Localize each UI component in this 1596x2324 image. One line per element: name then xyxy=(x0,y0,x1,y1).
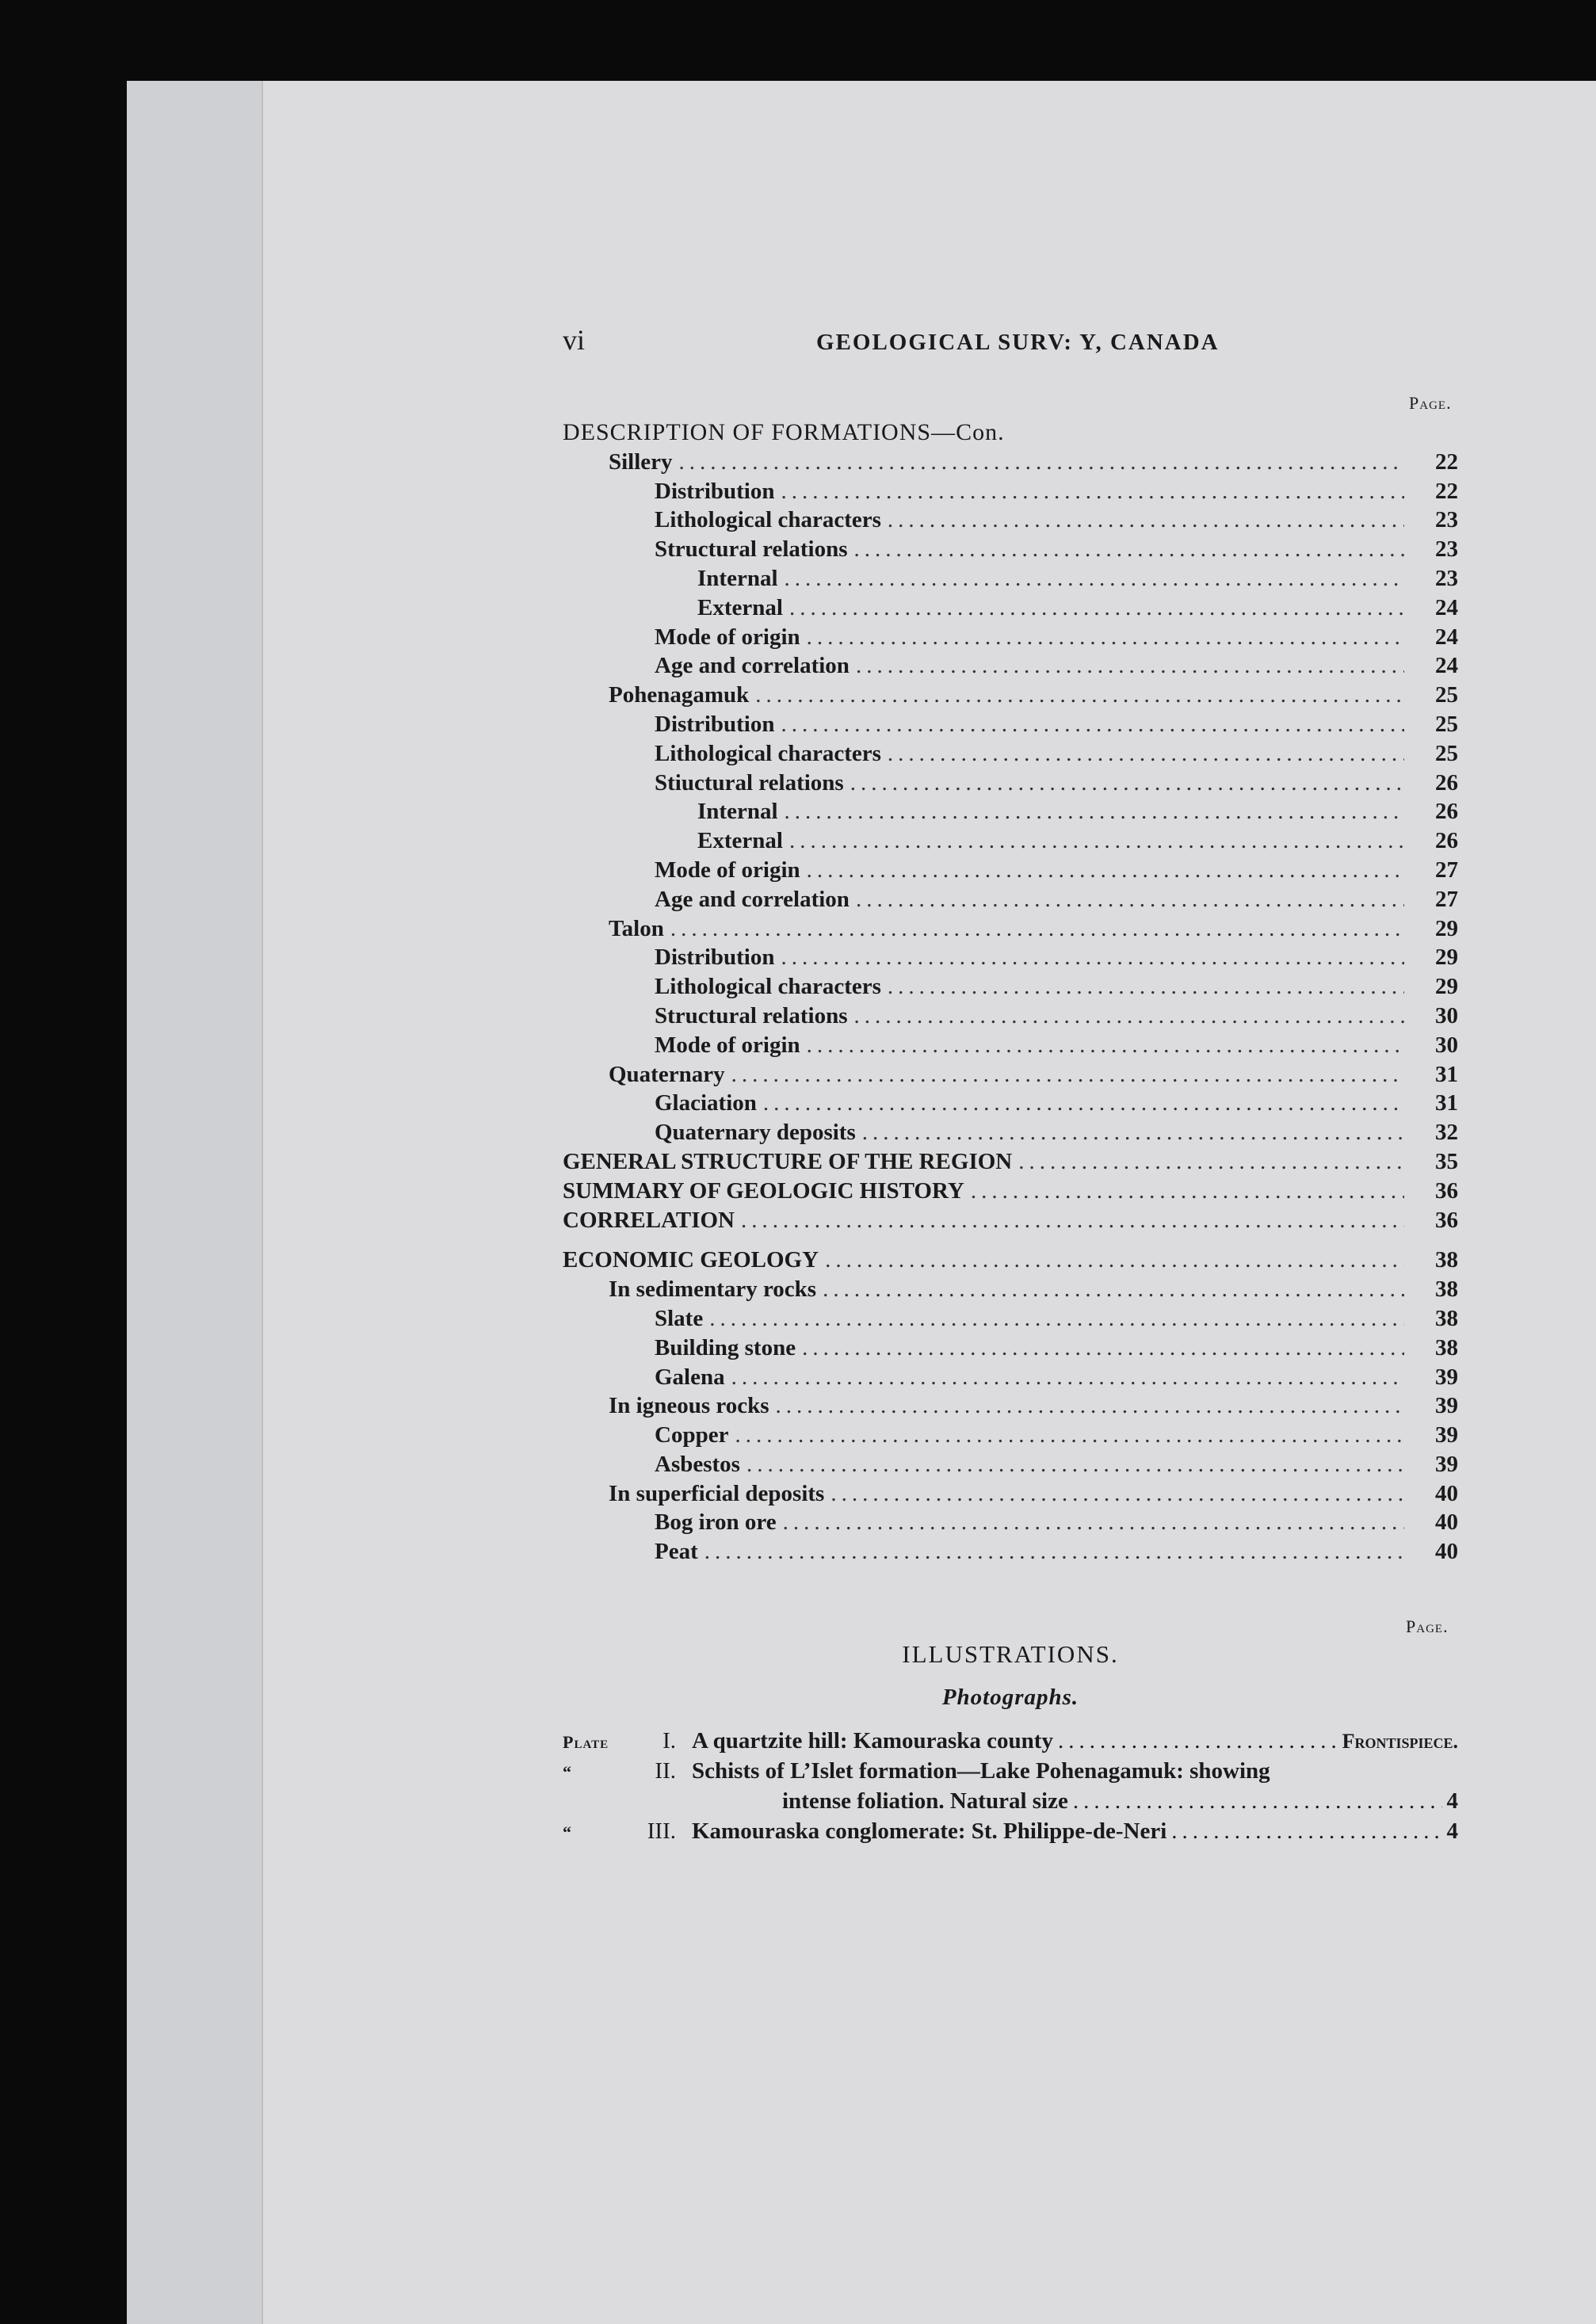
toc-entry-page: 22 xyxy=(1435,478,1458,504)
plate-page: 4 xyxy=(1446,1818,1458,1844)
dot-leader xyxy=(850,769,1404,798)
dot-leader xyxy=(670,914,1404,944)
toc-entry-page: 38 xyxy=(1435,1305,1458,1331)
dot-leader xyxy=(862,1118,1404,1147)
dot-leader xyxy=(741,1206,1404,1235)
plate-number: III. xyxy=(647,1818,676,1844)
plate-entry xyxy=(563,1786,1458,1816)
plate-tag: “ xyxy=(563,1762,572,1782)
dot-leader xyxy=(783,1508,1404,1537)
plate-description: Kamouraska conglomerate: St. Philippe-de-Neri xyxy=(692,1818,1167,1844)
dot-leader xyxy=(781,943,1404,972)
toc-entry-page: 40 xyxy=(1435,1509,1458,1536)
toc-entry xyxy=(563,418,1458,448)
toc-entry-page: 25 xyxy=(1435,711,1458,737)
toc-entry xyxy=(563,797,1458,826)
toc-entry-label: CORRELATION xyxy=(563,1207,735,1233)
toc-entry-label: External xyxy=(697,828,783,854)
toc-entry xyxy=(563,1118,1458,1147)
toc-entry xyxy=(563,1275,1458,1304)
running-title: GEOLOGICAL SURV: Y, CANADA xyxy=(816,330,1220,355)
toc-entry-label: Internal xyxy=(697,799,778,825)
page-edge-strip xyxy=(127,81,263,2324)
toc-entry xyxy=(563,1363,1458,1392)
toc-entry-label: Peat xyxy=(655,1539,698,1565)
toc-entry-label: Stiuctural relations xyxy=(655,769,844,796)
toc-entry-label: Building stone xyxy=(655,1334,796,1360)
toc-entry xyxy=(563,943,1458,972)
dot-leader xyxy=(1058,1726,1338,1756)
table-of-contents xyxy=(563,418,1458,1567)
toc-entry xyxy=(563,769,1458,798)
dot-leader xyxy=(781,477,1404,506)
toc-entry-label: External xyxy=(697,594,783,620)
dot-leader xyxy=(785,797,1405,826)
toc-entry xyxy=(563,1089,1458,1118)
dot-leader xyxy=(735,1421,1404,1450)
toc-entry-page: 23 xyxy=(1435,565,1458,591)
toc-entry xyxy=(563,623,1458,652)
dot-leader xyxy=(679,448,1404,477)
dot-leader xyxy=(746,1450,1404,1479)
toc-entry-label: In sedimentary rocks xyxy=(609,1276,817,1303)
toc-entry-page: 31 xyxy=(1435,1090,1458,1116)
toc-entry-page: 25 xyxy=(1435,682,1458,708)
dot-leader xyxy=(807,856,1404,885)
plate-entry xyxy=(563,1726,1458,1756)
dot-leader xyxy=(830,1479,1404,1509)
toc-entry xyxy=(563,651,1458,681)
dot-leader xyxy=(854,1002,1404,1031)
dot-leader xyxy=(789,593,1404,623)
dot-leader xyxy=(856,885,1404,914)
plate-tag: Plate xyxy=(563,1732,609,1752)
toc-entry-page: 23 xyxy=(1435,507,1458,533)
dot-leader xyxy=(776,1391,1404,1421)
plate-page: Frontispiece. xyxy=(1342,1730,1458,1753)
plate-description: intense foliation. Natural size xyxy=(782,1788,1068,1814)
dot-leader xyxy=(731,1060,1404,1089)
dot-leader xyxy=(755,681,1404,710)
toc-entry-label: Quaternary xyxy=(609,1061,725,1087)
plate-description: Schists of L’Islet formation—Lake Pohenagamuk: showing xyxy=(692,1758,1270,1784)
toc-entry-page: 38 xyxy=(1435,1334,1458,1360)
toc-entry-page: 23 xyxy=(1435,536,1458,563)
toc-entry-label: Copper xyxy=(655,1422,729,1448)
toc-entry xyxy=(563,1002,1458,1031)
toc-entry xyxy=(563,1450,1458,1479)
toc-entry-page: 30 xyxy=(1435,1002,1458,1028)
dot-leader xyxy=(888,506,1404,535)
toc-entry-label: Talon xyxy=(609,915,664,941)
toc-entry-page: 26 xyxy=(1435,769,1458,796)
dot-leader xyxy=(731,1363,1404,1392)
toc-entry xyxy=(563,1177,1458,1206)
toc-entry-label: In igneous rocks xyxy=(609,1393,769,1419)
toc-entry xyxy=(563,972,1458,1002)
toc-entry xyxy=(563,681,1458,710)
toc-entry-label: Distribution xyxy=(655,711,775,737)
toc-entry-page: 24 xyxy=(1435,594,1458,620)
illustrations-title: ILLUSTRATIONS. xyxy=(902,1640,1119,1668)
toc-entry-page: 26 xyxy=(1435,799,1458,825)
toc-entry xyxy=(563,535,1458,564)
toc-entry-label: Lithological characters xyxy=(655,507,881,533)
toc-gap xyxy=(563,1235,1458,1246)
toc-entry xyxy=(563,826,1458,856)
toc-entry xyxy=(563,1206,1458,1235)
toc-entry-page: 25 xyxy=(1435,740,1458,766)
toc-entry-page: 22 xyxy=(1435,448,1458,475)
toc-entry-page: 27 xyxy=(1435,886,1458,912)
dot-leader xyxy=(781,710,1404,739)
toc-entry-label: Structural relations xyxy=(655,1002,848,1028)
plate-description: A quartzite hill: Kamouraska county xyxy=(692,1728,1053,1753)
dot-leader xyxy=(825,1246,1404,1275)
toc-entry-label: Slate xyxy=(655,1305,704,1331)
toc-entry-page: 40 xyxy=(1435,1539,1458,1565)
toc-entry-label: Asbestos xyxy=(655,1451,740,1477)
toc-entry-label: Pohenagamuk xyxy=(609,682,750,708)
toc-entry-page: 36 xyxy=(1435,1177,1458,1204)
dot-leader xyxy=(1073,1786,1442,1816)
plate-page: 4 xyxy=(1446,1788,1458,1814)
toc-entry xyxy=(563,1334,1458,1363)
toc-entry-page: 32 xyxy=(1435,1120,1458,1146)
toc-entry-page: 29 xyxy=(1435,974,1458,1000)
dot-leader xyxy=(1018,1147,1404,1177)
page-number: vi xyxy=(563,324,586,356)
toc-entry-page: 38 xyxy=(1435,1247,1458,1273)
toc-entry-label: Sillery xyxy=(609,448,673,475)
toc-entry-page: 29 xyxy=(1435,944,1458,971)
toc-entry-page: 31 xyxy=(1435,1061,1458,1087)
plate-number: II. xyxy=(655,1758,676,1784)
dot-leader xyxy=(763,1089,1404,1118)
toc-entry-label: Internal xyxy=(697,565,778,591)
dot-leader xyxy=(807,1031,1404,1060)
dot-leader xyxy=(823,1275,1404,1304)
toc-entry-page: 27 xyxy=(1435,857,1458,883)
toc-entry-label: Galena xyxy=(655,1364,725,1390)
toc-entry-label: DESCRIPTION OF FORMATIONS—Con. xyxy=(563,419,1005,445)
page-column-label: Page. xyxy=(1409,393,1452,413)
toc-entry xyxy=(563,856,1458,885)
toc-entry-page: 35 xyxy=(1435,1148,1458,1174)
dot-leader xyxy=(971,1177,1404,1206)
dot-leader xyxy=(1171,1816,1441,1846)
toc-entry-page: 24 xyxy=(1435,653,1458,679)
toc-entry xyxy=(563,1391,1458,1421)
toc-entry-page: 30 xyxy=(1435,1032,1458,1058)
dot-leader xyxy=(854,535,1404,564)
toc-entry-label: SUMMARY OF GEOLOGIC HISTORY xyxy=(563,1177,964,1204)
toc-entry-label: Mode of origin xyxy=(655,1032,800,1058)
plate-tag: “ xyxy=(563,1822,572,1842)
toc-entry-page: 29 xyxy=(1435,915,1458,941)
toc-entry-label: Distribution xyxy=(655,478,775,504)
toc-entry xyxy=(563,1479,1458,1509)
toc-entry-label: Age and correlation xyxy=(655,653,850,679)
dot-leader xyxy=(704,1537,1404,1567)
toc-entry-page: 38 xyxy=(1435,1276,1458,1303)
toc-entry xyxy=(563,448,1458,477)
toc-entry-page: 39 xyxy=(1435,1451,1458,1477)
toc-entry xyxy=(563,710,1458,739)
dot-leader xyxy=(888,739,1404,769)
toc-entry-label: Glaciation xyxy=(655,1090,757,1116)
toc-entry-label: Lithological characters xyxy=(655,740,881,766)
photographs-subtitle: Photographs. xyxy=(941,1685,1079,1710)
toc-entry xyxy=(563,1147,1458,1177)
toc-entry-label: Bog iron ore xyxy=(655,1509,777,1536)
plate-entry xyxy=(563,1756,1458,1786)
toc-entry xyxy=(563,477,1458,506)
illustrations-page-column-label: Page. xyxy=(1406,1616,1449,1636)
dot-leader xyxy=(807,623,1404,652)
toc-entry xyxy=(563,1508,1458,1537)
toc-entry xyxy=(563,593,1458,623)
toc-entry-page: 39 xyxy=(1435,1393,1458,1419)
toc-entry-label: In superficial deposits xyxy=(609,1480,825,1506)
toc-entry-label: Quaternary deposits xyxy=(655,1120,856,1146)
toc-entry xyxy=(563,739,1458,769)
toc-entry-label: Lithological characters xyxy=(655,974,881,1000)
toc-entry-label: ECONOMIC GEOLOGY xyxy=(563,1247,819,1273)
toc-entry-page: 36 xyxy=(1435,1207,1458,1233)
toc-entry xyxy=(563,1421,1458,1450)
toc-entry xyxy=(563,1537,1458,1567)
dot-leader xyxy=(856,651,1404,681)
toc-entry-label: Mode of origin xyxy=(655,624,800,650)
toc-entry-page: 39 xyxy=(1435,1364,1458,1390)
plate-number: I. xyxy=(662,1728,676,1753)
plate-entry xyxy=(563,1816,1458,1846)
plates-list xyxy=(563,1726,1458,1846)
toc-entry-label: GENERAL STRUCTURE OF THE REGION xyxy=(563,1148,1013,1174)
dot-leader xyxy=(709,1304,1404,1334)
toc-entry xyxy=(563,885,1458,914)
dot-leader xyxy=(789,826,1404,856)
toc-entry-label: Structural relations xyxy=(655,536,848,563)
toc-entry xyxy=(563,1304,1458,1334)
dot-leader xyxy=(802,1334,1404,1363)
toc-entry-label: Age and correlation xyxy=(655,886,850,912)
toc-entry xyxy=(563,1031,1458,1060)
toc-entry-label: Distribution xyxy=(655,944,775,971)
toc-entry-page: 24 xyxy=(1435,624,1458,650)
toc-entry-label: Mode of origin xyxy=(655,857,800,883)
toc-entry-page: 40 xyxy=(1435,1480,1458,1506)
dot-leader xyxy=(888,972,1404,1002)
toc-entry-page: 26 xyxy=(1435,828,1458,854)
toc-entry xyxy=(563,1246,1458,1275)
toc-entry xyxy=(563,506,1458,535)
toc-entry xyxy=(563,1060,1458,1089)
toc-entry-page: 39 xyxy=(1435,1422,1458,1448)
dot-leader xyxy=(785,564,1405,593)
toc-entry xyxy=(563,564,1458,593)
toc-entry xyxy=(563,914,1458,944)
